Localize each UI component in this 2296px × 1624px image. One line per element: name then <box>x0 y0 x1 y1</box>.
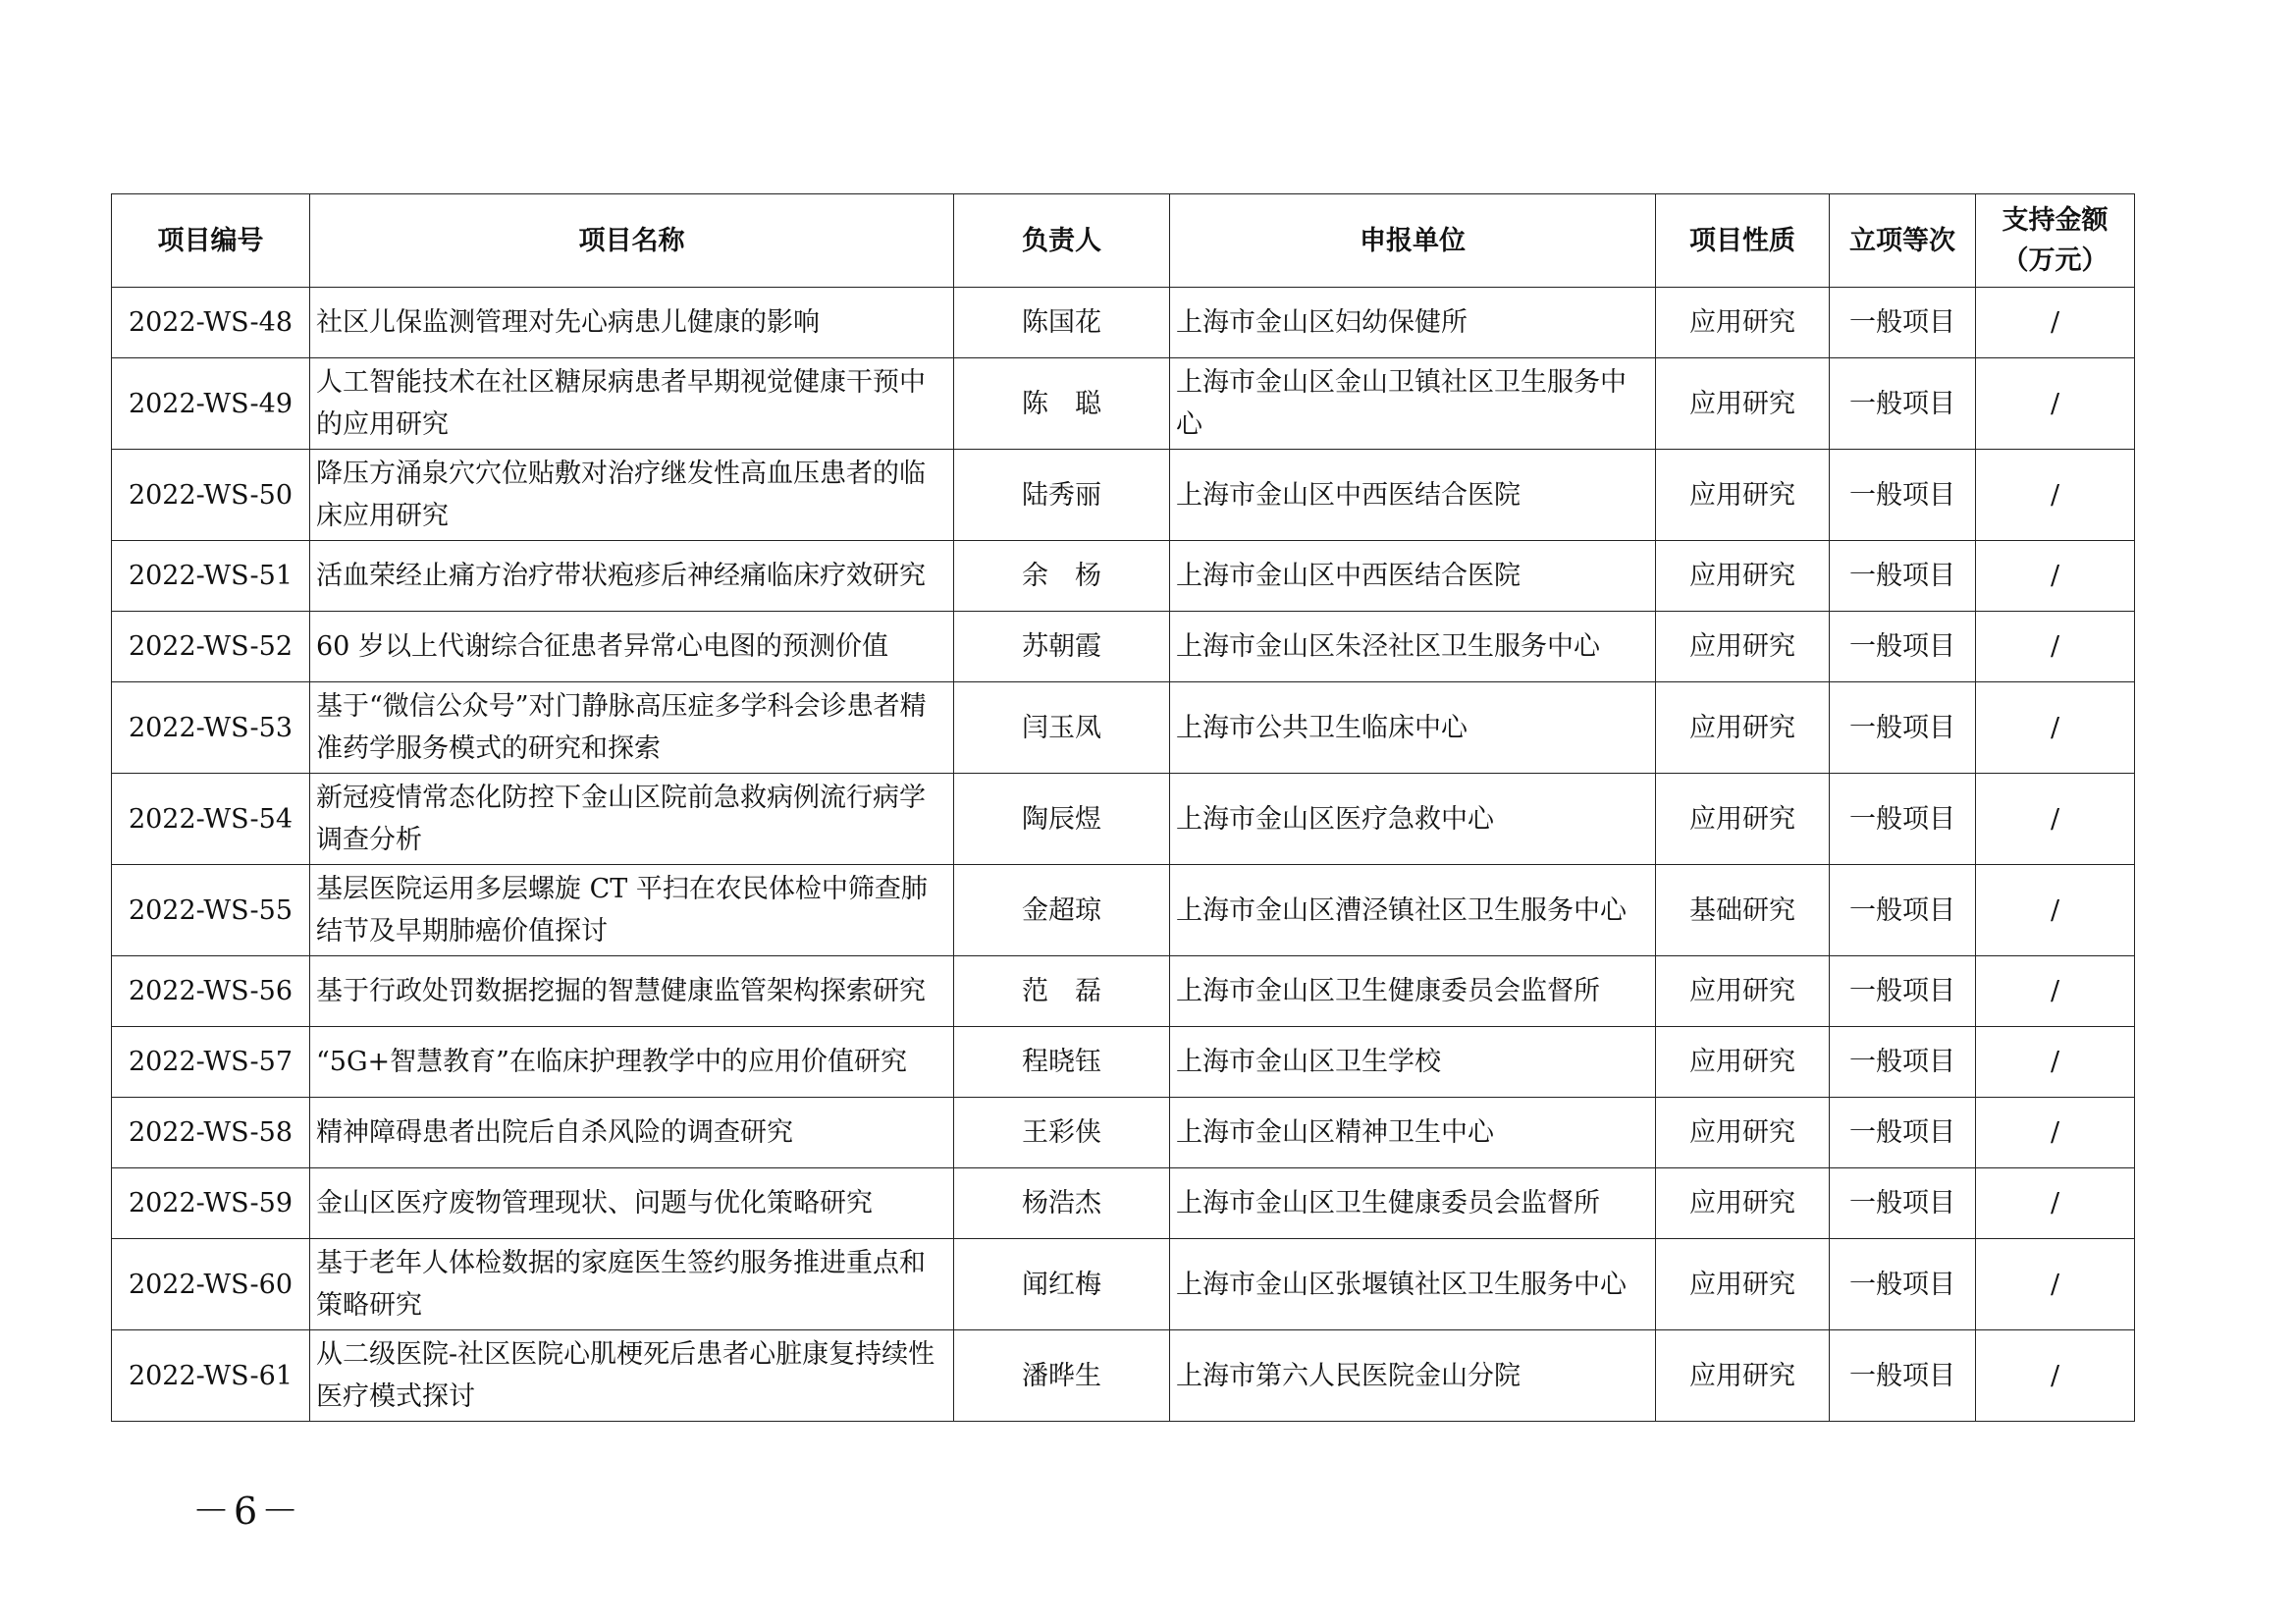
table-row <box>112 1239 2135 1330</box>
cell-funding: / <box>1976 358 2135 450</box>
table-row <box>112 288 2135 358</box>
header-project-type: 项目性质 <box>1656 194 1830 288</box>
table-row <box>112 1168 2135 1239</box>
cell-grade: 一般项目 <box>1830 956 1976 1027</box>
cell-project-type: 应用研究 <box>1656 450 1830 541</box>
cell-funding: / <box>1976 450 2135 541</box>
cell-leader: 苏朝霞 <box>954 612 1170 682</box>
cell-grade: 一般项目 <box>1830 774 1976 865</box>
cell-project-id: 2022-WS-53 <box>112 682 310 774</box>
cell-leader: 闻红梅 <box>954 1239 1170 1330</box>
cell-project-type: 基础研究 <box>1656 865 1830 956</box>
table-row <box>112 358 2135 450</box>
header-grade: 立项等次 <box>1830 194 1976 288</box>
cell-applicant-unit: 上海市金山区中西医结合医院 <box>1170 541 1656 612</box>
cell-project-type: 应用研究 <box>1656 288 1830 358</box>
cell-leader: 陶辰煜 <box>954 774 1170 865</box>
cell-leader: 潘晔生 <box>954 1330 1170 1422</box>
cell-funding: / <box>1976 612 2135 682</box>
cell-leader: 陈国花 <box>954 288 1170 358</box>
cell-applicant-unit: 上海市公共卫生临床中心 <box>1170 682 1656 774</box>
cell-funding: / <box>1976 1239 2135 1330</box>
cell-project-name: 金山区医疗废物管理现状、问题与优化策略研究 <box>310 1168 954 1239</box>
cell-applicant-unit: 上海市金山区朱泾社区卫生服务中心 <box>1170 612 1656 682</box>
cell-grade: 一般项目 <box>1830 1098 1976 1168</box>
cell-applicant-unit: 上海市第六人民医院金山分院 <box>1170 1330 1656 1422</box>
cell-leader: 陆秀丽 <box>954 450 1170 541</box>
cell-project-type: 应用研究 <box>1656 956 1830 1027</box>
cell-applicant-unit: 上海市金山区金山卫镇社区卫生服务中心 <box>1170 358 1656 450</box>
cell-project-id: 2022-WS-60 <box>112 1239 310 1330</box>
cell-leader: 王彩侠 <box>954 1098 1170 1168</box>
table-row <box>112 541 2135 612</box>
cell-project-type: 应用研究 <box>1656 612 1830 682</box>
cell-funding: / <box>1976 865 2135 956</box>
cell-funding: / <box>1976 288 2135 358</box>
cell-grade: 一般项目 <box>1830 1330 1976 1422</box>
cell-project-type: 应用研究 <box>1656 358 1830 450</box>
cell-grade: 一般项目 <box>1830 612 1976 682</box>
cell-project-name: 基层医院运用多层螺旋 CT 平扫在农民体检中筛查肺结节及早期肺癌价值探讨 <box>310 865 954 956</box>
cell-project-name: 基于老年人体检数据的家庭医生签约服务推进重点和策略研究 <box>310 1239 954 1330</box>
cell-project-type: 应用研究 <box>1656 541 1830 612</box>
cell-project-id: 2022-WS-59 <box>112 1168 310 1239</box>
table-row <box>112 774 2135 865</box>
cell-project-name: 降压方涌泉穴穴位贴敷对治疗继发性高血压患者的临床应用研究 <box>310 450 954 541</box>
header-project-name: 项目名称 <box>310 194 954 288</box>
table-row <box>112 450 2135 541</box>
cell-applicant-unit: 上海市金山区张堰镇社区卫生服务中心 <box>1170 1239 1656 1330</box>
cell-project-name: 人工智能技术在社区糖尿病患者早期视觉健康干预中的应用研究 <box>310 358 954 450</box>
cell-project-type: 应用研究 <box>1656 1027 1830 1098</box>
cell-project-name: 从二级医院-社区医院心肌梗死后患者心脏康复持续性医疗模式探讨 <box>310 1330 954 1422</box>
cell-applicant-unit: 上海市金山区中西医结合医院 <box>1170 450 1656 541</box>
cell-project-id: 2022-WS-52 <box>112 612 310 682</box>
header-project-id: 项目编号 <box>112 194 310 288</box>
header-funding: 支持金额（万元） <box>1976 194 2135 288</box>
cell-grade: 一般项目 <box>1830 1239 1976 1330</box>
cell-grade: 一般项目 <box>1830 450 1976 541</box>
cell-grade: 一般项目 <box>1830 541 1976 612</box>
header-leader: 负责人 <box>954 194 1170 288</box>
cell-project-id: 2022-WS-56 <box>112 956 310 1027</box>
project-table <box>111 193 2135 1422</box>
cell-project-type: 应用研究 <box>1656 1330 1830 1422</box>
cell-project-name: 精神障碍患者出院后自杀风险的调查研究 <box>310 1098 954 1168</box>
cell-project-id: 2022-WS-50 <box>112 450 310 541</box>
cell-funding: / <box>1976 1098 2135 1168</box>
cell-leader: 陈 聪 <box>954 358 1170 450</box>
cell-applicant-unit: 上海市金山区卫生健康委员会监督所 <box>1170 1168 1656 1239</box>
cell-project-type: 应用研究 <box>1656 682 1830 774</box>
cell-project-type: 应用研究 <box>1656 1098 1830 1168</box>
cell-grade: 一般项目 <box>1830 682 1976 774</box>
cell-project-id: 2022-WS-51 <box>112 541 310 612</box>
header-applicant-unit: 申报单位 <box>1170 194 1656 288</box>
cell-project-id: 2022-WS-54 <box>112 774 310 865</box>
cell-project-type: 应用研究 <box>1656 1168 1830 1239</box>
cell-applicant-unit: 上海市金山区卫生健康委员会监督所 <box>1170 956 1656 1027</box>
cell-project-id: 2022-WS-61 <box>112 1330 310 1422</box>
cell-applicant-unit: 上海市金山区医疗急救中心 <box>1170 774 1656 865</box>
cell-leader: 程晓钰 <box>954 1027 1170 1098</box>
cell-funding: / <box>1976 1168 2135 1239</box>
table-row <box>112 682 2135 774</box>
cell-project-name: 活血荣经止痛方治疗带状疱疹后神经痛临床疗效研究 <box>310 541 954 612</box>
cell-leader: 金超琼 <box>954 865 1170 956</box>
cell-funding: / <box>1976 956 2135 1027</box>
cell-project-id: 2022-WS-48 <box>112 288 310 358</box>
table-row <box>112 956 2135 1027</box>
cell-funding: / <box>1976 1027 2135 1098</box>
table-header-row <box>112 194 2135 288</box>
cell-applicant-unit: 上海市金山区精神卫生中心 <box>1170 1098 1656 1168</box>
cell-leader: 闫玉凤 <box>954 682 1170 774</box>
cell-project-type: 应用研究 <box>1656 1239 1830 1330</box>
page-number: －6－ <box>192 1489 303 1533</box>
cell-project-name: “5G+智慧教育”在临床护理教学中的应用价值研究 <box>310 1027 954 1098</box>
cell-project-name: 基于行政处罚数据挖掘的智慧健康监管架构探索研究 <box>310 956 954 1027</box>
cell-project-id: 2022-WS-49 <box>112 358 310 450</box>
cell-grade: 一般项目 <box>1830 865 1976 956</box>
cell-grade: 一般项目 <box>1830 1168 1976 1239</box>
cell-grade: 一般项目 <box>1830 288 1976 358</box>
cell-funding: / <box>1976 1330 2135 1422</box>
cell-project-name: 新冠疫情常态化防控下金山区院前急救病例流行病学调查分析 <box>310 774 954 865</box>
cell-funding: / <box>1976 774 2135 865</box>
cell-applicant-unit: 上海市金山区妇幼保健所 <box>1170 288 1656 358</box>
cell-leader: 余 杨 <box>954 541 1170 612</box>
cell-project-type: 应用研究 <box>1656 774 1830 865</box>
cell-leader: 范 磊 <box>954 956 1170 1027</box>
cell-funding: / <box>1976 682 2135 774</box>
table-row <box>112 612 2135 682</box>
table-row <box>112 865 2135 956</box>
cell-project-name: 基于“微信公众号”对门静脉高压症多学科会诊患者精准药学服务模式的研究和探索 <box>310 682 954 774</box>
cell-grade: 一般项目 <box>1830 358 1976 450</box>
cell-project-name: 社区儿保监测管理对先心病患儿健康的影响 <box>310 288 954 358</box>
cell-funding: / <box>1976 541 2135 612</box>
table-row <box>112 1027 2135 1098</box>
cell-project-name: 60 岁以上代谢综合征患者异常心电图的预测价值 <box>310 612 954 682</box>
cell-applicant-unit: 上海市金山区漕泾镇社区卫生服务中心 <box>1170 865 1656 956</box>
cell-project-id: 2022-WS-55 <box>112 865 310 956</box>
cell-leader: 杨浩杰 <box>954 1168 1170 1239</box>
cell-project-id: 2022-WS-57 <box>112 1027 310 1098</box>
table-row <box>112 1098 2135 1168</box>
cell-project-id: 2022-WS-58 <box>112 1098 310 1168</box>
table-row <box>112 1330 2135 1422</box>
cell-applicant-unit: 上海市金山区卫生学校 <box>1170 1027 1656 1098</box>
cell-grade: 一般项目 <box>1830 1027 1976 1098</box>
